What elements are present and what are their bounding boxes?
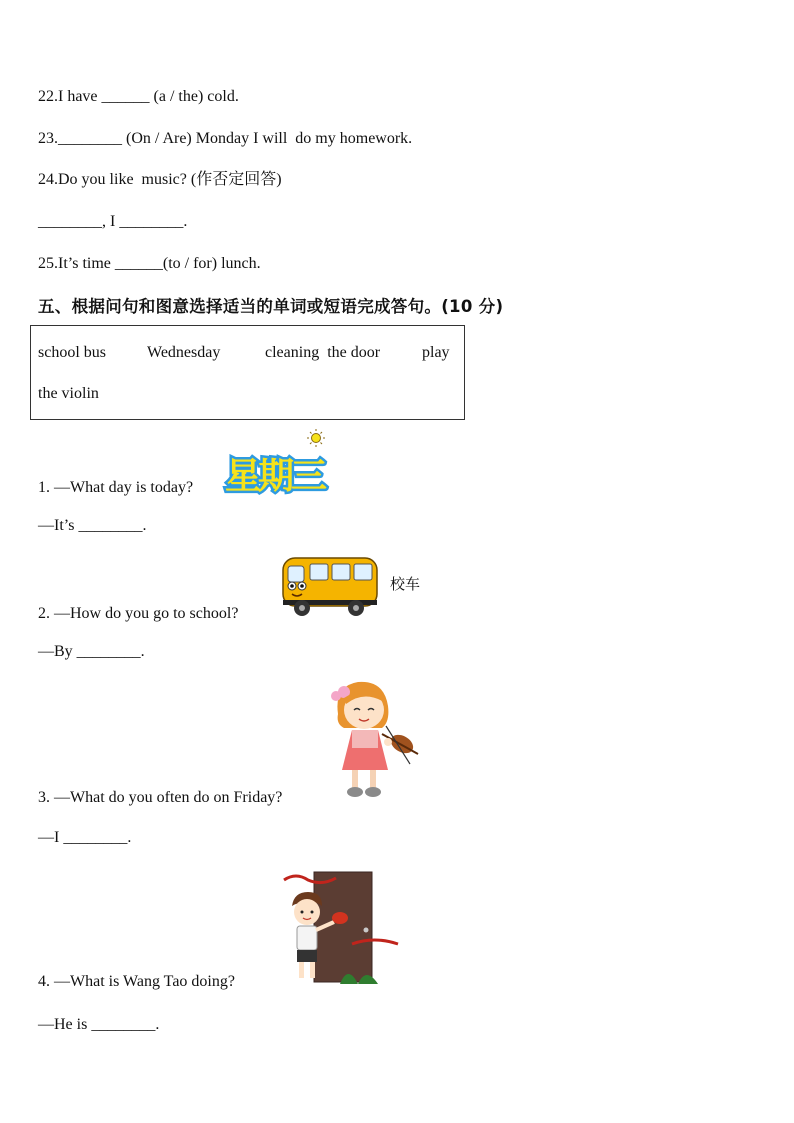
item-2-question: 2. —How do you go to school? bbox=[38, 605, 239, 622]
item-2-answer: —By ________. bbox=[38, 643, 145, 660]
word-bank-item: school bus bbox=[38, 344, 106, 361]
girl-violin-icon bbox=[326, 676, 426, 804]
school-bus-icon bbox=[280, 554, 382, 618]
question-22: 22.I have ______ (a / the) cold. bbox=[38, 88, 239, 105]
item-3-question: 3. —What do you often do on Friday? bbox=[38, 789, 283, 806]
question-24-answer: ________, I ________. bbox=[38, 213, 188, 230]
word-bank-item: the violin bbox=[38, 385, 99, 402]
section-5-heading: 五、根据问句和图意选择适当的单词或短语完成答句。(10 分) bbox=[38, 297, 504, 316]
word-bank-item: Wednesday bbox=[147, 344, 221, 361]
item-3-answer: —I ________. bbox=[38, 829, 132, 846]
question-25: 25.It’s time ______(to / for) lunch. bbox=[38, 255, 261, 272]
question-24: 24.Do you like music? (作否定回答) bbox=[38, 171, 282, 188]
item-1-answer: —It’s ________. bbox=[38, 517, 147, 534]
item-4-question: 4. —What is Wang Tao doing? bbox=[38, 973, 235, 990]
word-bank-item: cleaning the door bbox=[265, 344, 381, 361]
wednesday-characters: 星期三 bbox=[225, 456, 325, 496]
sun-icon bbox=[307, 429, 325, 447]
wednesday-image bbox=[222, 428, 338, 496]
item-1-question: 1. —What day is today? bbox=[38, 479, 194, 496]
school-bus-caption: 校车 bbox=[390, 575, 421, 593]
word-bank-item: play bbox=[422, 344, 450, 361]
item-4-answer: —He is ________. bbox=[38, 1016, 160, 1033]
question-23: 23.________ (On / Are) Monday I will do my homework. bbox=[38, 130, 413, 147]
boy-cleaning-door-icon bbox=[282, 868, 404, 988]
word-bank bbox=[30, 325, 465, 420]
